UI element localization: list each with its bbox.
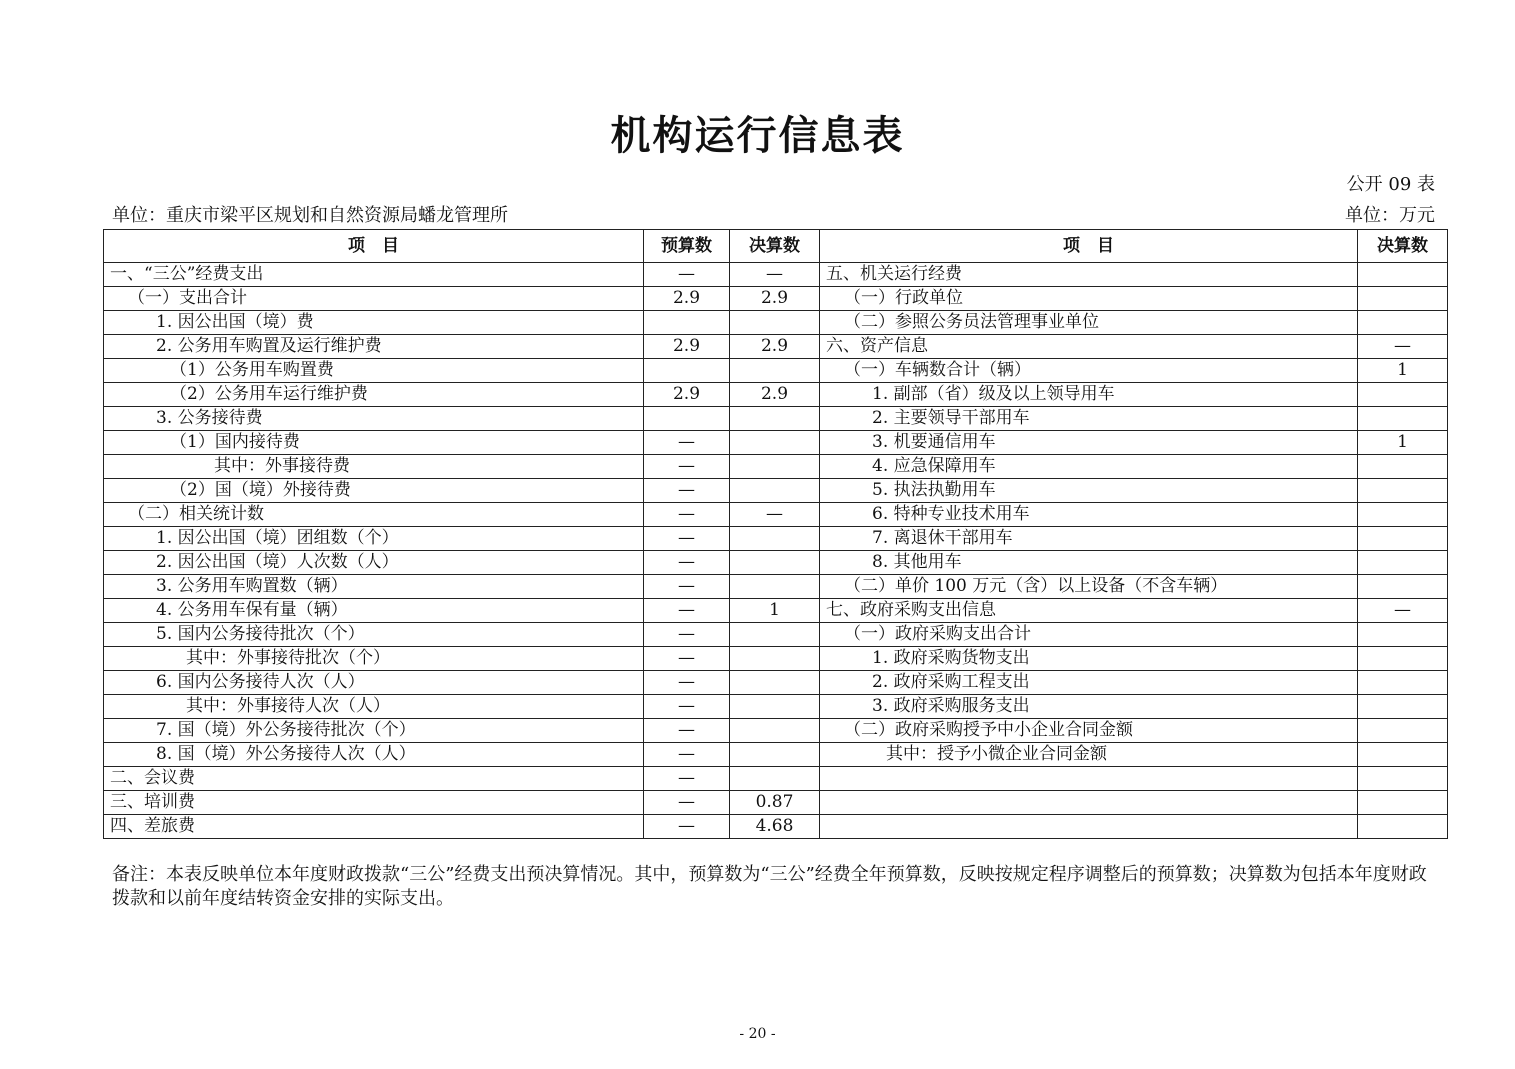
page-title: 机构运行信息表	[610, 113, 905, 159]
right-item-cell: （一）车辆数合计（辆）	[820, 359, 1358, 383]
final-cell	[730, 719, 820, 743]
table-row	[104, 599, 1448, 623]
table-row	[104, 767, 1448, 791]
right-item-cell: 六、资产信息	[820, 335, 1358, 359]
budget-cell: —	[644, 719, 730, 743]
right-final-cell	[1358, 575, 1448, 599]
left-item-cell: 6. 国内公务接待人次（人）	[104, 671, 644, 695]
final-cell: 2.9	[730, 335, 820, 359]
table-row	[104, 551, 1448, 575]
final-cell: —	[730, 263, 820, 287]
budget-cell: —	[644, 647, 730, 671]
left-item-cell: （一）支出合计	[104, 287, 644, 311]
right-final-cell	[1358, 647, 1448, 671]
final-cell	[730, 455, 820, 479]
budget-cell: —	[644, 263, 730, 287]
budget-cell: —	[644, 551, 730, 575]
table-row	[104, 407, 1448, 431]
right-item-cell: 8. 其他用车	[820, 551, 1358, 575]
header-budget: 预算数	[644, 230, 730, 263]
budget-cell: —	[644, 623, 730, 647]
left-item-cell: （二）相关统计数	[104, 503, 644, 527]
table-row	[104, 815, 1448, 839]
final-cell: 0.87	[730, 791, 820, 815]
right-item-cell: 五、机关运行经费	[820, 263, 1358, 287]
right-item-cell: 其中：授予小微企业合同金额	[820, 743, 1358, 767]
left-item-cell: 5. 国内公务接待批次（个）	[104, 623, 644, 647]
budget-cell: —	[644, 791, 730, 815]
right-final-cell	[1358, 503, 1448, 527]
final-cell	[730, 671, 820, 695]
left-item-cell: 2. 因公出国（境）人次数（人）	[104, 551, 644, 575]
final-cell	[730, 551, 820, 575]
right-item-cell: 1. 政府采购货物支出	[820, 647, 1358, 671]
final-cell	[730, 647, 820, 671]
budget-cell: —	[644, 671, 730, 695]
left-item-cell: 二、会议费	[104, 767, 644, 791]
table-row	[104, 719, 1448, 743]
left-item-cell: 4. 公务用车保有量（辆）	[104, 599, 644, 623]
left-item-cell: 其中：外事接待批次（个）	[104, 647, 644, 671]
final-cell	[730, 479, 820, 503]
budget-cell: —	[644, 431, 730, 455]
budget-cell: —	[644, 815, 730, 839]
left-item-cell: 3. 公务用车购置数（辆）	[104, 575, 644, 599]
final-cell	[730, 359, 820, 383]
left-item-cell: 三、培训费	[104, 791, 644, 815]
table-header-row	[104, 230, 1448, 263]
right-final-cell	[1358, 767, 1448, 791]
right-item-cell	[820, 767, 1358, 791]
right-item-cell	[820, 791, 1358, 815]
table-row	[104, 311, 1448, 335]
budget-cell: 2.9	[644, 335, 730, 359]
budget-cell: —	[644, 575, 730, 599]
budget-cell: —	[644, 599, 730, 623]
right-final-cell: 1	[1358, 359, 1448, 383]
final-cell	[730, 743, 820, 767]
right-item-cell: 2. 政府采购工程支出	[820, 671, 1358, 695]
right-final-cell	[1358, 383, 1448, 407]
left-item-cell: （2）公务用车运行维护费	[104, 383, 644, 407]
table-row	[104, 575, 1448, 599]
right-final-cell: —	[1358, 599, 1448, 623]
table-row	[104, 503, 1448, 527]
budget-cell: —	[644, 455, 730, 479]
budget-cell: —	[644, 479, 730, 503]
table-row	[104, 479, 1448, 503]
budget-cell: —	[644, 503, 730, 527]
left-item-cell: 其中：外事接待人次（人）	[104, 695, 644, 719]
table-row	[104, 359, 1448, 383]
right-final-cell	[1358, 791, 1448, 815]
right-final-cell	[1358, 527, 1448, 551]
table-row	[104, 431, 1448, 455]
right-item-cell: 3. 政府采购服务支出	[820, 695, 1358, 719]
left-item-cell: 8. 国（境）外公务接待人次（人）	[104, 743, 644, 767]
left-item-cell: 3. 公务接待费	[104, 407, 644, 431]
header-final-right: 决算数	[1358, 230, 1448, 263]
left-item-cell: 1. 因公出国（境）团组数（个）	[104, 527, 644, 551]
right-final-cell	[1358, 479, 1448, 503]
table-row	[104, 623, 1448, 647]
budget-cell: 2.9	[644, 287, 730, 311]
right-item-cell: 5. 执法执勤用车	[820, 479, 1358, 503]
final-cell	[730, 527, 820, 551]
final-cell: 4.68	[730, 815, 820, 839]
budget-cell: —	[644, 767, 730, 791]
right-item-cell: （一）行政单位	[820, 287, 1358, 311]
left-item-cell: 2. 公务用车购置及运行维护费	[104, 335, 644, 359]
right-final-cell	[1358, 695, 1448, 719]
budget-cell: —	[644, 743, 730, 767]
right-final-cell	[1358, 407, 1448, 431]
right-item-cell: 1. 副部（省）级及以上领导用车	[820, 383, 1358, 407]
left-item-cell: 7. 国（境）外公务接待批次（个）	[104, 719, 644, 743]
budget-cell: 2.9	[644, 383, 730, 407]
right-final-cell	[1358, 815, 1448, 839]
right-final-cell	[1358, 719, 1448, 743]
table-row	[104, 383, 1448, 407]
header-final: 决算数	[730, 230, 820, 263]
left-item-cell: （1）国内接待费	[104, 431, 644, 455]
info-table	[103, 229, 1448, 839]
final-cell	[730, 431, 820, 455]
left-item-cell: 四、差旅费	[104, 815, 644, 839]
right-item-cell: 7. 离退休干部用车	[820, 527, 1358, 551]
table-row	[104, 791, 1448, 815]
right-final-cell	[1358, 263, 1448, 287]
final-cell: 2.9	[730, 287, 820, 311]
right-final-cell	[1358, 311, 1448, 335]
budget-cell: —	[644, 695, 730, 719]
table-row	[104, 527, 1448, 551]
page-number: - 20 -	[739, 1026, 776, 1042]
left-item-cell: 1. 因公出国（境）费	[104, 311, 644, 335]
right-final-cell	[1358, 623, 1448, 647]
form-number: 公开 09 表	[1346, 174, 1435, 195]
table-row	[104, 695, 1448, 719]
final-cell: 2.9	[730, 383, 820, 407]
left-item-cell: （2）国（境）外接待费	[104, 479, 644, 503]
final-cell	[730, 575, 820, 599]
right-item-cell: 4. 应急保障用车	[820, 455, 1358, 479]
budget-cell	[644, 359, 730, 383]
final-cell	[730, 407, 820, 431]
organization-unit: 单位：重庆市梁平区规划和自然资源局蟠龙管理所	[112, 205, 508, 226]
header-item-left: 项 目	[104, 230, 644, 263]
left-item-cell: 一、“三公”经费支出	[104, 263, 644, 287]
right-final-cell	[1358, 551, 1448, 575]
final-cell: —	[730, 503, 820, 527]
money-unit: 单位：万元	[1345, 205, 1435, 226]
final-cell	[730, 767, 820, 791]
right-item-cell: 2. 主要领导干部用车	[820, 407, 1358, 431]
table-body	[104, 263, 1448, 839]
right-item-cell: 七、政府采购支出信息	[820, 599, 1358, 623]
right-final-cell: 1	[1358, 431, 1448, 455]
table-row	[104, 335, 1448, 359]
table-row	[104, 671, 1448, 695]
final-cell	[730, 695, 820, 719]
left-item-cell: 其中：外事接待费	[104, 455, 644, 479]
budget-cell	[644, 311, 730, 335]
right-final-cell	[1358, 455, 1448, 479]
right-item-cell: （一）政府采购支出合计	[820, 623, 1358, 647]
right-item-cell: （二）单价 100 万元（含）以上设备（不含车辆）	[820, 575, 1358, 599]
table-row	[104, 287, 1448, 311]
right-final-cell	[1358, 671, 1448, 695]
budget-cell	[644, 407, 730, 431]
right-final-cell	[1358, 287, 1448, 311]
table-row	[104, 743, 1448, 767]
right-item-cell: （二）政府采购授予中小企业合同金额	[820, 719, 1358, 743]
final-cell	[730, 311, 820, 335]
final-cell	[730, 623, 820, 647]
table-row	[104, 263, 1448, 287]
remark-note: 备注：本表反映单位本年度财政拨款“三公”经费支出预决算情况。其中，预算数为“三公”经费全年预算数，反映按规定程序调整后的预算数；决算数为包括本年度财政拨款和以前年度结转资金安排的实际支出。	[112, 864, 1427, 909]
table-row	[104, 455, 1448, 479]
right-item-cell: 6. 特种专业技术用车	[820, 503, 1358, 527]
right-final-cell: —	[1358, 335, 1448, 359]
right-item-cell	[820, 815, 1358, 839]
right-item-cell: 3. 机要通信用车	[820, 431, 1358, 455]
table-row	[104, 647, 1448, 671]
left-item-cell: （1）公务用车购置费	[104, 359, 644, 383]
header-item-right: 项 目	[820, 230, 1358, 263]
final-cell: 1	[730, 599, 820, 623]
right-final-cell	[1358, 743, 1448, 767]
right-item-cell: （二）参照公务员法管理事业单位	[820, 311, 1358, 335]
budget-cell: —	[644, 527, 730, 551]
